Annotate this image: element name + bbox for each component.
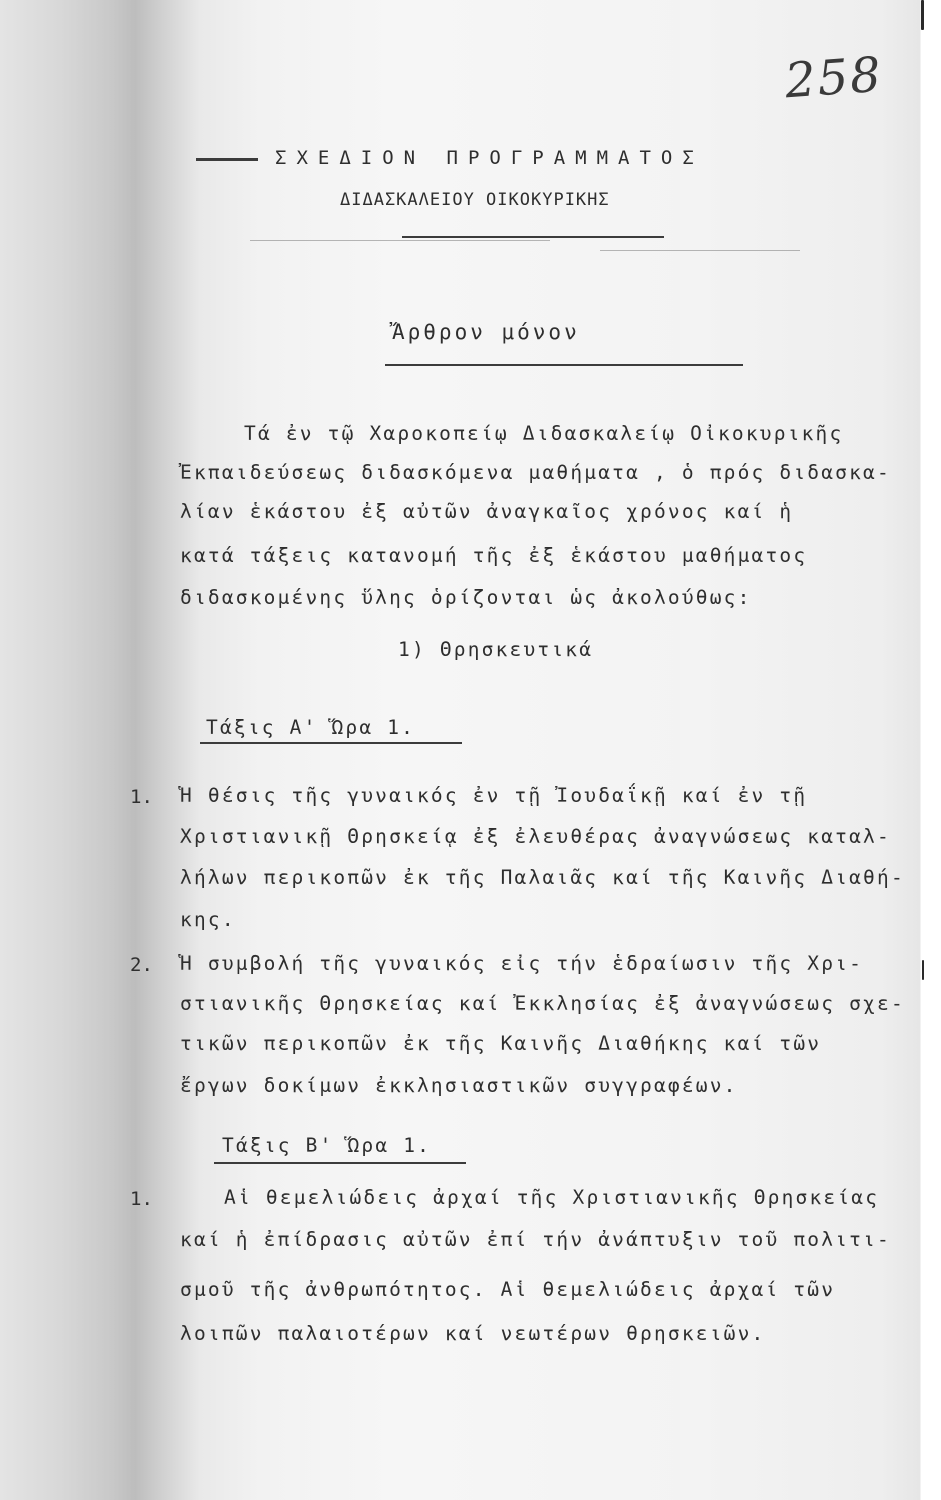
class-b-underline [214,1162,466,1164]
strike-mark [196,158,258,161]
heading-underline [385,364,743,366]
item-line: Χριστιανικῇ Θρησκείᾳ ἐξ ἐλευθέρας ἀναγνώσεως καταλ- [180,825,891,848]
item-line: λήλων περικοπῶν ἐκ τῆς Παλαιᾶς καί τῆς Καινῆς Διαθή- [180,866,905,889]
item-line: Ἡ θέσις τῆς γυναικός ἐν τῇ Ἰουδαΐκῇ καί ἐν τῇ [180,784,808,807]
class-a-heading: Τάξις Α' Ὥρα 1. [206,716,416,739]
intro-line: λίαν ἑκάστου ἐξ αὐτῶν ἀναγκαῖος χρόνος καί ἡ [180,500,794,523]
item-line: καί ἡ ἐπίδρασις αὐτῶν ἐπί τήν ἀνάπτυξιν τοῦ πολιτι- [180,1228,891,1251]
handwritten-page-number: 258 [783,46,885,110]
item-line: λοιπῶν παλαιοτέρων καί νεωτέρων θρησκειῶν. [180,1322,766,1345]
scan-artifact [922,960,924,980]
document-title: ΣΧΕΔΙΟΝ ΠΡΟΓΡΑΜΜΑΤΟΣ [275,147,704,169]
intro-line: διδασκομένης ὕλης ὁρίζονται ὡς ἀκολούθως: [180,586,752,609]
item-line: ἔργων δοκίμων ἐκκλησιαστικῶν συγγραφέων. [180,1074,738,1097]
item-line: κης. [180,908,236,931]
class-b-heading: Τάξις Β' Ὥρα 1. [222,1134,432,1157]
intro-line: Τά ἐν τῷ Χαροκοπείῳ Διδασκαλείῳ Οἰκοκυρικῆς [244,422,844,445]
item-number: 1. [130,1188,153,1210]
scan-artifact [921,0,924,30]
section-title: 1) Θρησκευτικά [398,638,594,661]
document-subtitle: ΔΙΔΑΣΚΑΛΕΙΟΥ ΟΙΚΟΚΥΡΙΚΗΣ [340,190,610,210]
bleed-through-mark [250,240,550,241]
item-line: Αἱ θεμελιώδεις ἀρχαί τῆς Χριστιανικῆς Θρησκείας [224,1186,880,1209]
title-underline [402,236,664,238]
item-line: στιανικῆς Θρησκείας καί Ἐκκλησίας ἐξ ἀναγνώσεως σχε- [180,992,905,1015]
article-heading: Ἄρθρον μόνον [392,320,580,344]
item-line: σμοῦ τῆς ἀνθρωπότητος. Αἱ θεμελιώδεις ἀρχαί τῶν [180,1278,836,1301]
item-number: 2. [130,954,153,976]
intro-line: Ἐκπαιδεύσεως διδασκόμενα μαθήματα , ὁ πρός διδασκα- [180,461,891,484]
page-edge [921,0,941,1500]
class-a-underline [200,742,462,744]
item-line: Ἡ συμβολή τῆς γυναικός εἰς τήν ἑδραίωσιν τῆς Χρι- [180,952,864,975]
item-number: 1. [130,786,153,808]
intro-line: κατά τάξεις κατανομή τῆς ἐξ ἑκάστου μαθήματος [180,544,808,567]
item-line: τικῶν περικοπῶν ἐκ τῆς Καινῆς Διαθήκης καί τῶν [180,1032,822,1055]
bleed-through-mark [600,250,800,251]
